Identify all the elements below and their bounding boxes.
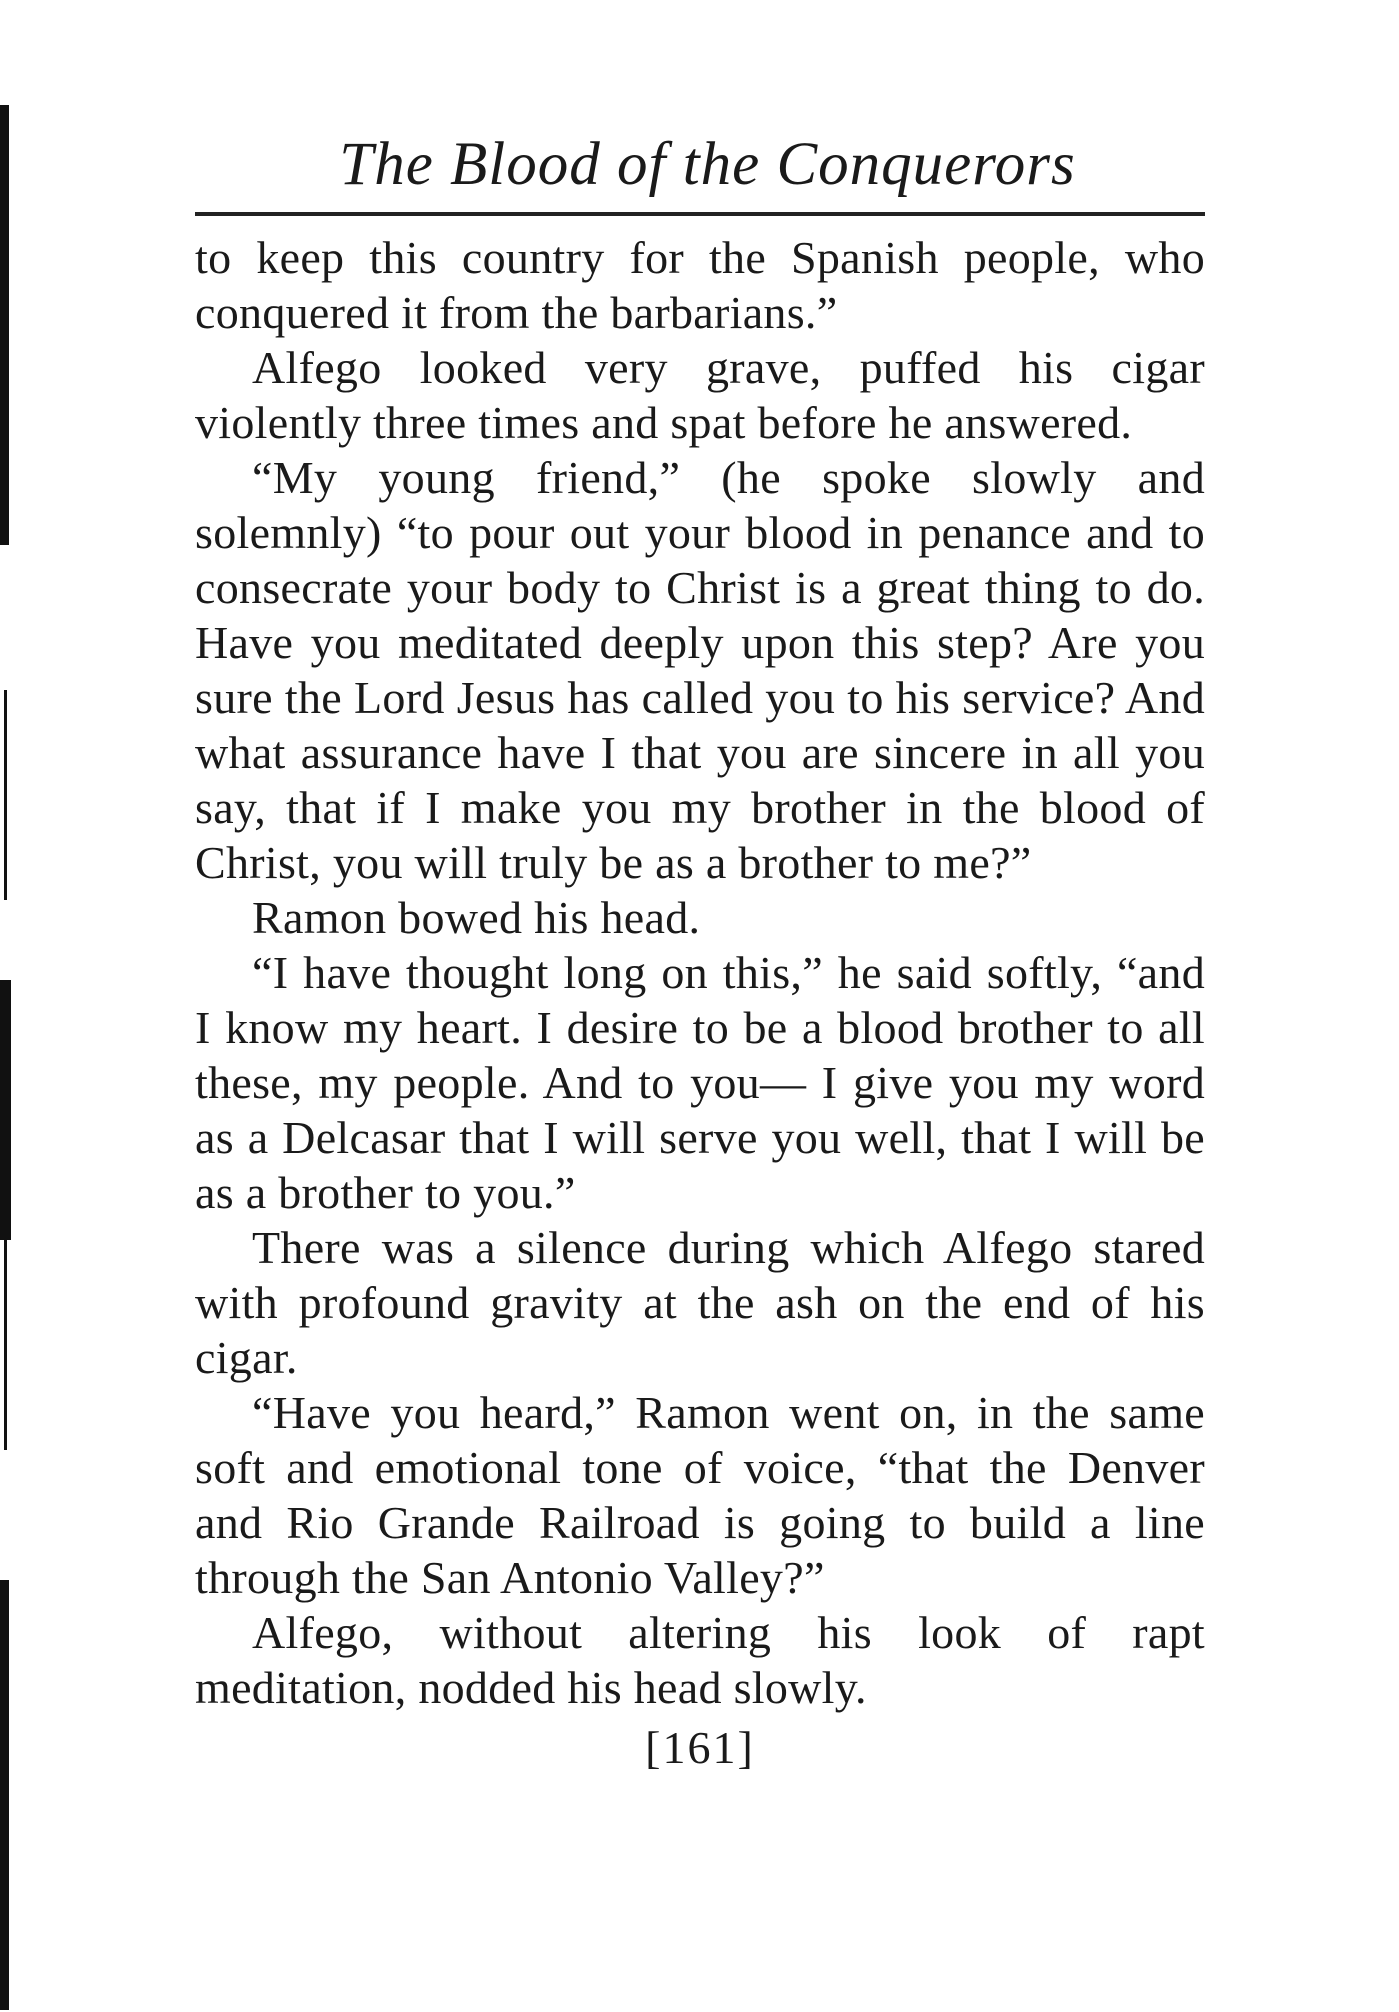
paragraph: Alfego, without altering his look of rapt meditation, nodded his head slowly. (195, 1607, 1205, 1713)
scan-edge-mark (4, 1240, 7, 1450)
scan-edge-mark (0, 980, 11, 1240)
paragraph: to keep this country for the Spanish people, who conquered it from the barbarians.” (195, 232, 1205, 338)
running-head: The Blood of the Conquerors (339, 131, 1076, 198)
paragraph: Alfego looked very grave, puffed his cigar violently three times and spat before he answered. (195, 342, 1205, 448)
book-page (195, 130, 1205, 1774)
paragraph: There was a silence during which Alfego stared with profound gravity at the ash on the end of his cigar. (195, 1222, 1205, 1383)
paragraph: “My young friend,” (he spoke slowly and solemnly) “to pour out your blood in penance and to consecrate your body to Christ is a great thing to do. Have you meditated deeply upon this step? Are you sure the Lord Jesus has called you to his service? And what assurance have I that you are sincere in all you say, that if I make you my brother in the blood of Christ, you will truly be as a brother to me?” (195, 452, 1205, 888)
scan-edge-mark (0, 1580, 9, 2010)
scan-edge-mark (4, 690, 7, 900)
page-number: [161] (645, 1722, 755, 1773)
paragraph: “I have thought long on this,” he said softly, “and I know my heart. I desire to be a blood brother to all these, my people. And to you— I give you my word as a Delcasar that I will serve you well, that I will be as a brother to you.” (195, 947, 1205, 1218)
body-text (195, 230, 1205, 1715)
header-rule (195, 212, 1205, 216)
paragraph: Ramon bowed his head. (252, 892, 701, 943)
paragraph: “Have you heard,” Ramon went on, in the same soft and emotional tone of voice, “that the Denver and Rio Grande Railroad is going to build a line through the San Antonio Valley?” (195, 1387, 1205, 1603)
scan-edge-mark (0, 105, 9, 545)
